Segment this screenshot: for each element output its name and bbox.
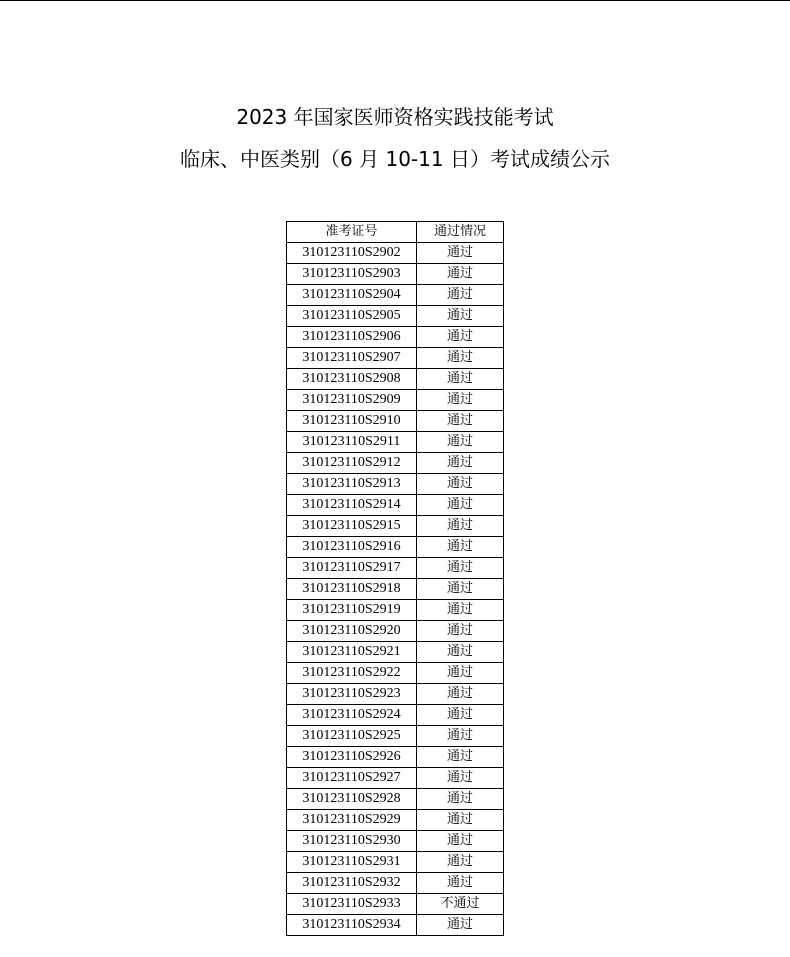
pass-status-cell: 通过 <box>417 600 504 621</box>
pass-status-cell: 通过 <box>417 810 504 831</box>
table-row <box>287 873 504 894</box>
exam-id-cell: 310123110S2909 <box>287 390 417 411</box>
table-row <box>287 558 504 579</box>
table-row <box>287 642 504 663</box>
exam-id-cell: 310123110S2905 <box>287 306 417 327</box>
table-row <box>287 243 504 264</box>
table-row <box>287 894 504 915</box>
column-header-exam-id: 准考证号 <box>287 222 417 243</box>
table-row <box>287 726 504 747</box>
table-row <box>287 915 504 936</box>
exam-id-cell: 310123110S2925 <box>287 726 417 747</box>
table-row <box>287 432 504 453</box>
exam-id-cell: 310123110S2926 <box>287 747 417 768</box>
exam-id-cell: 310123110S2912 <box>287 453 417 474</box>
exam-id-cell: 310123110S2932 <box>287 873 417 894</box>
exam-id-cell: 310123110S2929 <box>287 810 417 831</box>
table-row <box>287 474 504 495</box>
exam-id-cell: 310123110S2916 <box>287 537 417 558</box>
pass-status-cell: 通过 <box>417 537 504 558</box>
table-row <box>287 663 504 684</box>
pass-status-cell: 通过 <box>417 831 504 852</box>
pass-status-cell: 通过 <box>417 873 504 894</box>
table-row <box>287 747 504 768</box>
pass-status-cell: 通过 <box>417 642 504 663</box>
pass-status-cell: 通过 <box>417 474 504 495</box>
pass-status-cell: 通过 <box>417 747 504 768</box>
table-header-row <box>287 222 504 243</box>
pass-status-cell: 通过 <box>417 411 504 432</box>
results-table-body <box>287 243 504 936</box>
exam-id-cell: 310123110S2913 <box>287 474 417 495</box>
pass-status-cell: 通过 <box>417 726 504 747</box>
page-top-border <box>0 0 790 1</box>
table-row <box>287 369 504 390</box>
table-row <box>287 810 504 831</box>
exam-id-cell: 310123110S2924 <box>287 705 417 726</box>
pass-status-cell: 通过 <box>417 390 504 411</box>
exam-id-cell: 310123110S2906 <box>287 327 417 348</box>
column-header-status: 通过情况 <box>417 222 504 243</box>
pass-status-cell: 通过 <box>417 789 504 810</box>
table-row <box>287 516 504 537</box>
results-table <box>286 221 504 936</box>
table-row <box>287 348 504 369</box>
pass-status-cell: 通过 <box>417 621 504 642</box>
pass-status-cell: 通过 <box>417 264 504 285</box>
pass-status-cell: 不通过 <box>417 894 504 915</box>
exam-id-cell: 310123110S2902 <box>287 243 417 264</box>
table-row <box>287 327 504 348</box>
pass-status-cell: 通过 <box>417 453 504 474</box>
exam-id-cell: 310123110S2903 <box>287 264 417 285</box>
pass-status-cell: 通过 <box>417 327 504 348</box>
table-row <box>287 579 504 600</box>
table-row <box>287 621 504 642</box>
pass-status-cell: 通过 <box>417 684 504 705</box>
document-subtitle: 临床、中医类别（6 月 10-11 日）考试成绩公示 <box>180 147 610 171</box>
pass-status-cell: 通过 <box>417 558 504 579</box>
exam-id-cell: 310123110S2933 <box>287 894 417 915</box>
table-row <box>287 306 504 327</box>
pass-status-cell: 通过 <box>417 516 504 537</box>
exam-id-cell: 310123110S2908 <box>287 369 417 390</box>
table-row <box>287 600 504 621</box>
document-title: 2023 年国家医师资格实践技能考试 <box>236 105 554 129</box>
table-row <box>287 789 504 810</box>
exam-id-cell: 310123110S2923 <box>287 684 417 705</box>
exam-id-cell: 310123110S2931 <box>287 852 417 873</box>
pass-status-cell: 通过 <box>417 306 504 327</box>
pass-status-cell: 通过 <box>417 348 504 369</box>
table-row <box>287 264 504 285</box>
pass-status-cell: 通过 <box>417 768 504 789</box>
exam-id-cell: 310123110S2927 <box>287 768 417 789</box>
exam-id-cell: 310123110S2915 <box>287 516 417 537</box>
exam-id-cell: 310123110S2907 <box>287 348 417 369</box>
exam-id-cell: 310123110S2917 <box>287 558 417 579</box>
pass-status-cell: 通过 <box>417 852 504 873</box>
exam-id-cell: 310123110S2911 <box>287 432 417 453</box>
pass-status-cell: 通过 <box>417 705 504 726</box>
pass-status-cell: 通过 <box>417 243 504 264</box>
pass-status-cell: 通过 <box>417 915 504 936</box>
table-row <box>287 768 504 789</box>
pass-status-cell: 通过 <box>417 579 504 600</box>
exam-id-cell: 310123110S2918 <box>287 579 417 600</box>
table-row <box>287 537 504 558</box>
table-row <box>287 390 504 411</box>
pass-status-cell: 通过 <box>417 369 504 390</box>
pass-status-cell: 通过 <box>417 285 504 306</box>
table-row <box>287 495 504 516</box>
table-row <box>287 285 504 306</box>
exam-id-cell: 310123110S2934 <box>287 915 417 936</box>
table-row <box>287 705 504 726</box>
pass-status-cell: 通过 <box>417 495 504 516</box>
table-row <box>287 411 504 432</box>
exam-id-cell: 310123110S2921 <box>287 642 417 663</box>
exam-id-cell: 310123110S2922 <box>287 663 417 684</box>
pass-status-cell: 通过 <box>417 663 504 684</box>
table-row <box>287 684 504 705</box>
exam-id-cell: 310123110S2930 <box>287 831 417 852</box>
exam-id-cell: 310123110S2919 <box>287 600 417 621</box>
table-row <box>287 852 504 873</box>
exam-id-cell: 310123110S2928 <box>287 789 417 810</box>
exam-id-cell: 310123110S2914 <box>287 495 417 516</box>
exam-id-cell: 310123110S2920 <box>287 621 417 642</box>
exam-id-cell: 310123110S2904 <box>287 285 417 306</box>
pass-status-cell: 通过 <box>417 432 504 453</box>
table-row <box>287 453 504 474</box>
exam-id-cell: 310123110S2910 <box>287 411 417 432</box>
table-row <box>287 831 504 852</box>
